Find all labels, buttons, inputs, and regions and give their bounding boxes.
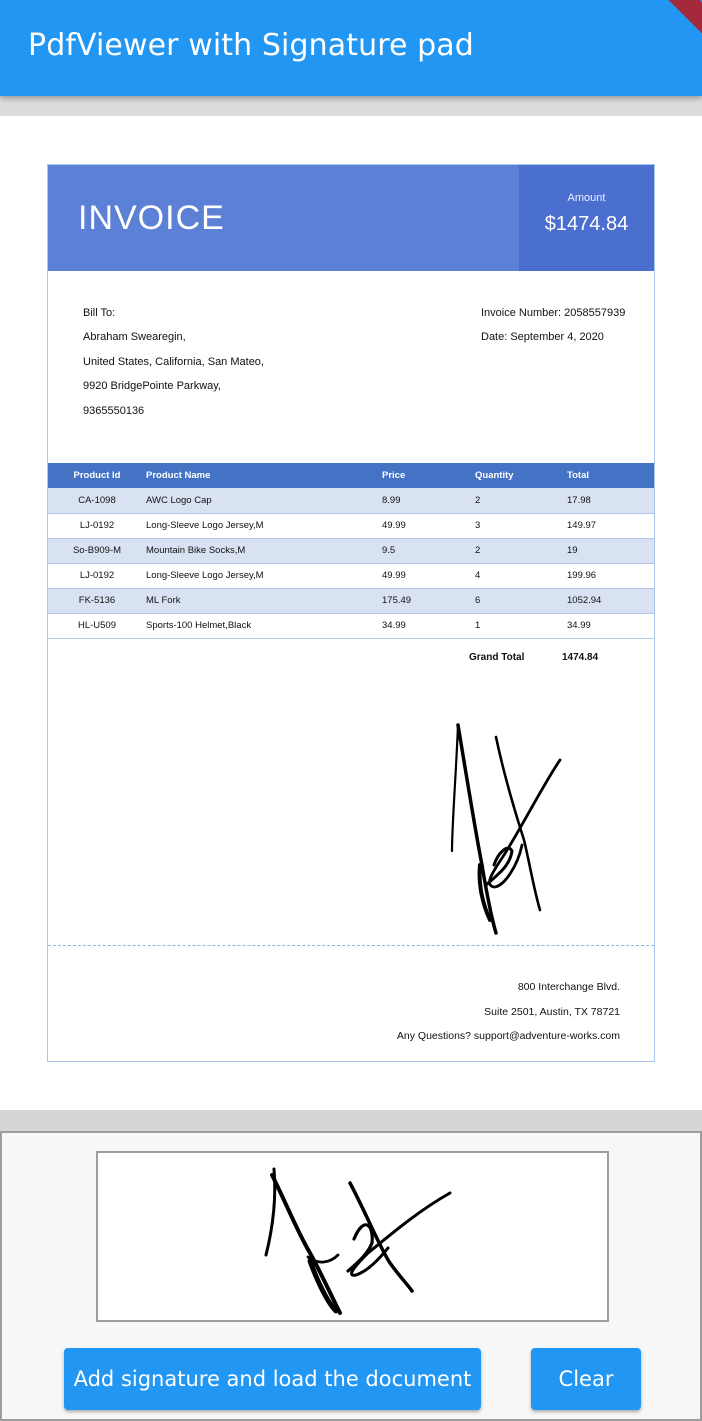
amount-label: Amount xyxy=(567,192,606,204)
bill-to-street: 9920 BridgePointe Parkway, xyxy=(83,380,221,392)
panel-divider xyxy=(0,1110,702,1132)
table-row xyxy=(48,488,654,513)
cell-quantity: 2 xyxy=(475,488,567,513)
invoice-title: INVOICE xyxy=(78,199,225,237)
clear-button[interactable]: Clear xyxy=(531,1348,641,1410)
footer-divider xyxy=(48,945,654,946)
cell-price: 8.99 xyxy=(382,488,475,513)
cell-total: 149.97 xyxy=(567,513,654,538)
cell-product-name: Long-Sleeve Logo Jersey,M xyxy=(146,513,382,538)
document-signature xyxy=(438,715,568,945)
cell-product-id: LJ-0192 xyxy=(48,513,146,538)
grand-total-value: 1474.84 xyxy=(562,652,599,663)
signature-stroke xyxy=(98,1153,607,1320)
footer-address-line1: 800 Interchange Blvd. xyxy=(517,981,620,993)
cell-product-id: LJ-0192 xyxy=(48,563,146,588)
signature-panel xyxy=(0,1131,702,1421)
cell-product-id: CA-1098 xyxy=(48,488,146,513)
cell-product-id: FK-5136 xyxy=(48,588,146,613)
cell-quantity: 4 xyxy=(475,563,567,588)
invoice-header xyxy=(48,165,654,271)
table-row xyxy=(48,538,654,563)
table-header-row xyxy=(48,463,654,488)
footer-address-line2: Suite 2501, Austin, TX 78721 xyxy=(484,1006,620,1018)
cell-product-name: Long-Sleeve Logo Jersey,M xyxy=(146,563,382,588)
cell-product-name: Sports-100 Helmet,Black xyxy=(146,613,382,638)
column-header: Product Id xyxy=(48,463,146,488)
viewer-top-strip xyxy=(0,96,702,116)
cell-price: 49.99 xyxy=(382,563,475,588)
cell-total: 19 xyxy=(567,538,654,563)
cell-quantity: 2 xyxy=(475,538,567,563)
column-header: Quantity xyxy=(475,463,567,488)
column-header: Product Name xyxy=(146,463,382,488)
signature-pad[interactable] xyxy=(96,1151,609,1322)
app-bar xyxy=(0,0,702,96)
footer-contact: Any Questions? support@adventure-works.com xyxy=(396,1030,620,1042)
cell-total: 199.96 xyxy=(567,563,654,588)
table-row xyxy=(48,513,654,538)
cell-price: 34.99 xyxy=(382,613,475,638)
cell-total: 17.98 xyxy=(567,488,654,513)
column-header: Total xyxy=(567,463,654,488)
cell-product-id: So-B909-M xyxy=(48,538,146,563)
pdf-page xyxy=(47,164,655,1062)
pdf-viewer[interactable] xyxy=(0,96,702,1110)
cell-quantity: 6 xyxy=(475,588,567,613)
cell-product-name: ML Fork xyxy=(146,588,382,613)
debug-banner xyxy=(640,0,702,50)
bill-to-phone: 9365550136 xyxy=(83,405,145,417)
cell-product-name: Mountain Bike Socks,M xyxy=(146,538,382,563)
cell-price: 175.49 xyxy=(382,588,475,613)
cell-total: 1052.94 xyxy=(567,588,654,613)
bill-to-label: Bill To: xyxy=(83,307,116,319)
invoice-table xyxy=(48,463,654,639)
amount-value: $1474.84 xyxy=(544,213,629,235)
cell-total: 34.99 xyxy=(567,613,654,638)
table-row xyxy=(48,588,654,613)
cell-quantity: 1 xyxy=(475,613,567,638)
bill-to-name: Abraham Swearegin, xyxy=(83,331,186,343)
cell-price: 49.99 xyxy=(382,513,475,538)
invoice-number: Invoice Number: 2058557939 xyxy=(481,307,626,319)
cell-quantity: 3 xyxy=(475,513,567,538)
amount-box xyxy=(519,165,654,271)
cell-product-name: AWC Logo Cap xyxy=(146,488,382,513)
table-row xyxy=(48,613,654,638)
cell-price: 9.5 xyxy=(382,538,475,563)
grand-total-label: Grand Total xyxy=(469,652,525,663)
cell-product-id: HL-U509 xyxy=(48,613,146,638)
app-bar-title: PdfViewer with Signature pad xyxy=(28,28,474,63)
add-signature-button[interactable]: Add signature and load the document xyxy=(64,1348,481,1410)
invoice-date: Date: September 4, 2020 xyxy=(481,331,604,343)
column-header: Price xyxy=(382,463,475,488)
bill-to-location: United States, California, San Mateo, xyxy=(83,356,264,368)
table-row xyxy=(48,563,654,588)
